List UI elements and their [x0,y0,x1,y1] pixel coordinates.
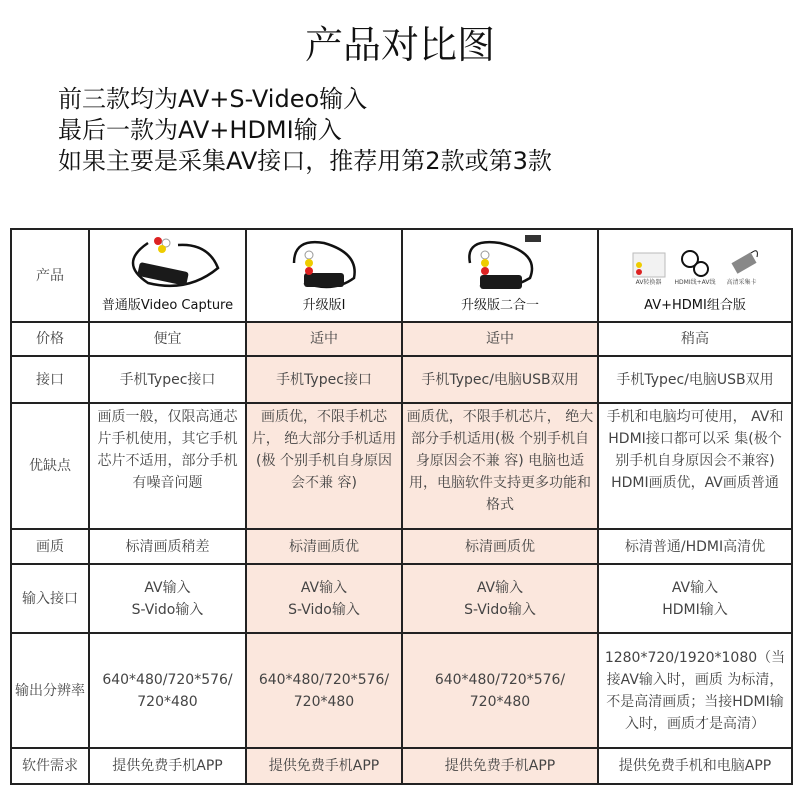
row-label: 输出分辨率 [11,633,89,748]
table-row [11,229,792,322]
input-item: AV输入 [144,579,191,596]
intro-line: 前三款均为AV+S-Video输入 [58,85,368,113]
capture-cable-image [108,233,228,295]
output-cell: 1280*720/​1920*1080（当接AV输入时，画质 为标清，不是高清画质；当接HDMI输入时，画质才是高清） [598,633,792,748]
intro-text [58,84,552,177]
table-row [11,748,792,784]
pros-cons-cell: 画质优，不限手机芯片， 绝大部分手机适用(极 个别手机自身原因会不兼 容) 电脑也适用，电脑软件支持更多功能和格式 [402,403,598,529]
row-label: 产品 [11,229,89,322]
capture-cable-image [274,233,374,295]
output-cell: 640*480/​720*576/​720*480 [246,633,402,748]
quality-cell: 标清画质优 [402,529,598,564]
product-name: 升级版I [302,298,346,313]
input-cell [246,564,402,633]
capture-cable-image [445,233,555,295]
input-item: HDMI输入 [662,601,728,618]
table-row [11,356,792,403]
interface-cell: 手机Typec/电脑USB双用 [402,356,598,403]
row-label: 软件需求 [11,748,89,784]
pros-cons-cell: 画质一般，仅限高通芯片手机使用，其它手机芯片不适用，部分手机有噪音问题 [89,403,246,529]
input-cell [89,564,246,633]
interface-cell: 手机Typec接口 [246,356,402,403]
row-label: 价格 [11,322,89,356]
av-converter-image [629,247,669,279]
pros-cons-cell: 画质优，不限手机芯片， 绝大部分手机适用 (极 个别手机自身原因会不兼 容) [246,403,402,529]
product-cell [402,229,598,322]
image-caption: HDMI线+AV线 [674,279,716,286]
product-cell [246,229,402,322]
input-cell [598,564,792,633]
input-item: AV输入 [476,579,524,596]
intro-line: 最后一款为AV+HDMI输入 [58,116,342,144]
table-row [11,322,792,356]
pros-cons-cell: 手机和电脑均可使用， AV和HDMI接口都可以采 集(极个别手机自身原因会不兼容) HDMI画质优，AV画质普通 [598,403,792,529]
image-caption: 高清采集卡 [726,279,757,286]
software-cell: 提供免费手机APP [402,748,598,784]
interface-cell: 手机Typec/电脑USB双用 [598,356,792,403]
product-name: 升级版二合一 [460,298,539,313]
image-caption: AV转换器 [635,279,662,286]
product-cell [598,229,792,322]
row-label: 画质 [11,529,89,564]
row-label: 接口 [11,356,89,403]
price-cell: 适中 [246,322,402,356]
capture-card-image [721,247,761,279]
table-row [11,403,792,529]
input-item: AV输入 [671,579,719,596]
table-row [11,633,792,748]
input-item: AV输入 [300,579,348,596]
table-row [11,529,792,564]
table-row [11,564,792,633]
product-name: AV+HDMI组合版 [644,298,746,313]
output-cell: 640*480/​720*576/​720*480 [402,633,598,748]
product-name: 普通版Video Capture [101,298,234,313]
row-label: 优缺点 [11,403,89,529]
output-cell: 640*480/​720*576/​720*480 [89,633,246,748]
page-title: 产品对比图 [304,23,495,67]
input-cell [402,564,598,633]
software-cell: 提供免费手机APP [89,748,246,784]
row-label: 输入接口 [11,564,89,633]
price-cell: 稍高 [598,322,792,356]
hdmi-cable-image [675,247,715,279]
quality-cell: 标清画质优 [246,529,402,564]
input-item: S-Vido输入 [131,601,204,618]
price-cell: 适中 [402,322,598,356]
quality-cell: 标清画质稍差 [89,529,246,564]
input-item: S-Vido输入 [288,601,360,618]
input-item: S-Vido输入 [464,601,536,618]
interface-cell: 手机Typec接口 [89,356,246,403]
quality-cell: 标清普通/HDMI高清优 [598,529,792,564]
software-cell: 提供免费手机和电脑APP [598,748,792,784]
software-cell: 提供免费手机APP [246,748,402,784]
product-cell [89,229,246,322]
comparison-table [10,228,793,785]
intro-line: 如果主要是采集AV接口，推荐用第2款或第3款 [58,147,552,175]
price-cell: 便宜 [89,322,246,356]
